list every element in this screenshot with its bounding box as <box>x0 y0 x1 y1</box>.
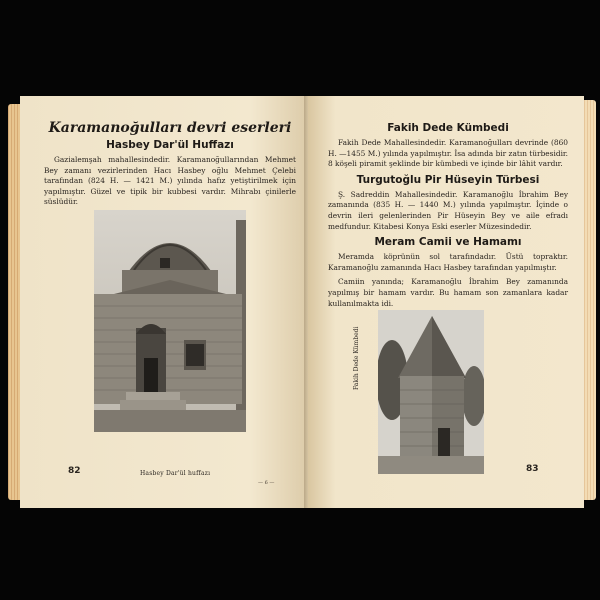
section-title-meram: Meram Camii ve Hamamı <box>374 236 522 249</box>
page-edges-right <box>584 100 596 500</box>
fakih-dede-paragraph: Fakih Dede Mahallesindedir. Karamanoğulları devrinde (860 H. —1455 M.) yılında yapılmıştır. İsa adında bir zatın türbesidir. 8 köşeli piramit şeklinde bir kümbedi ve içinde bir lâhit vardır. <box>328 138 568 169</box>
section-title-pir-huseyin: Turgutoğlu Pir Hüseyin Türbesi <box>356 173 540 186</box>
page-number-right: 83 <box>526 464 539 474</box>
section-title-fakih-dede: Fakih Dede Kümbedi <box>387 122 509 134</box>
hasbey-darulhuffaz-photo <box>94 210 246 432</box>
section-title-hasbey: Hasbey Dar'ül Huffazı <box>106 139 234 151</box>
page-number-left: 82 <box>68 466 81 476</box>
pir-huseyin-paragraph: Ş. Sadreddin Mahallesindedir. Karamanoğlu İbrahim Bey zamanında (835 H. — 1440 M.) yılında yapılmıştır. İçinde o devrin ileri gelenlerinden Pir Hüseyin Bey ve aile efradı medfundur. Kitabesi Konya Eski eserler Müzesindedir. <box>328 189 568 231</box>
chapter-title: Karamanoğulları devri eserleri <box>48 120 292 136</box>
meram-paragraph-1: Meramda köprünün sol tarafındadır. Üstü topraktır. Karamanoğlu zamanında Hacı Hasbey tarafından yapılmıştır. <box>328 252 568 272</box>
meram-paragraph-2: Camiin yanında; Karamanoğlu İbrahim Bey zamanında yapılmış bir hamam vardır. Bu hamam son zamanlara kadar kullanılmakta idi. <box>328 277 568 308</box>
fakih-dede-photo-caption: Fakih Dede Kümbedi <box>353 326 360 390</box>
hasbey-paragraph: Gazialemşah mahallesindedir. Karamanoğullarından Mehmet Bey zamanı vezirlerinden Hacı Hasbey oğlu Mehmet Çelebi tarafından (824 H. — 1421 M.) yılında hafız yetiştirilmek için yapılmıştır. Güzel ve tipik bir kubbesi vardır. Mihrabı çinilerle süslüdür. <box>44 155 296 207</box>
signature-mark: — 6 — <box>258 480 275 486</box>
hasbey-photo-caption: Hasbey Dar'ül huffazı <box>140 470 211 477</box>
fakih-dede-kumbedi-photo <box>378 310 484 474</box>
